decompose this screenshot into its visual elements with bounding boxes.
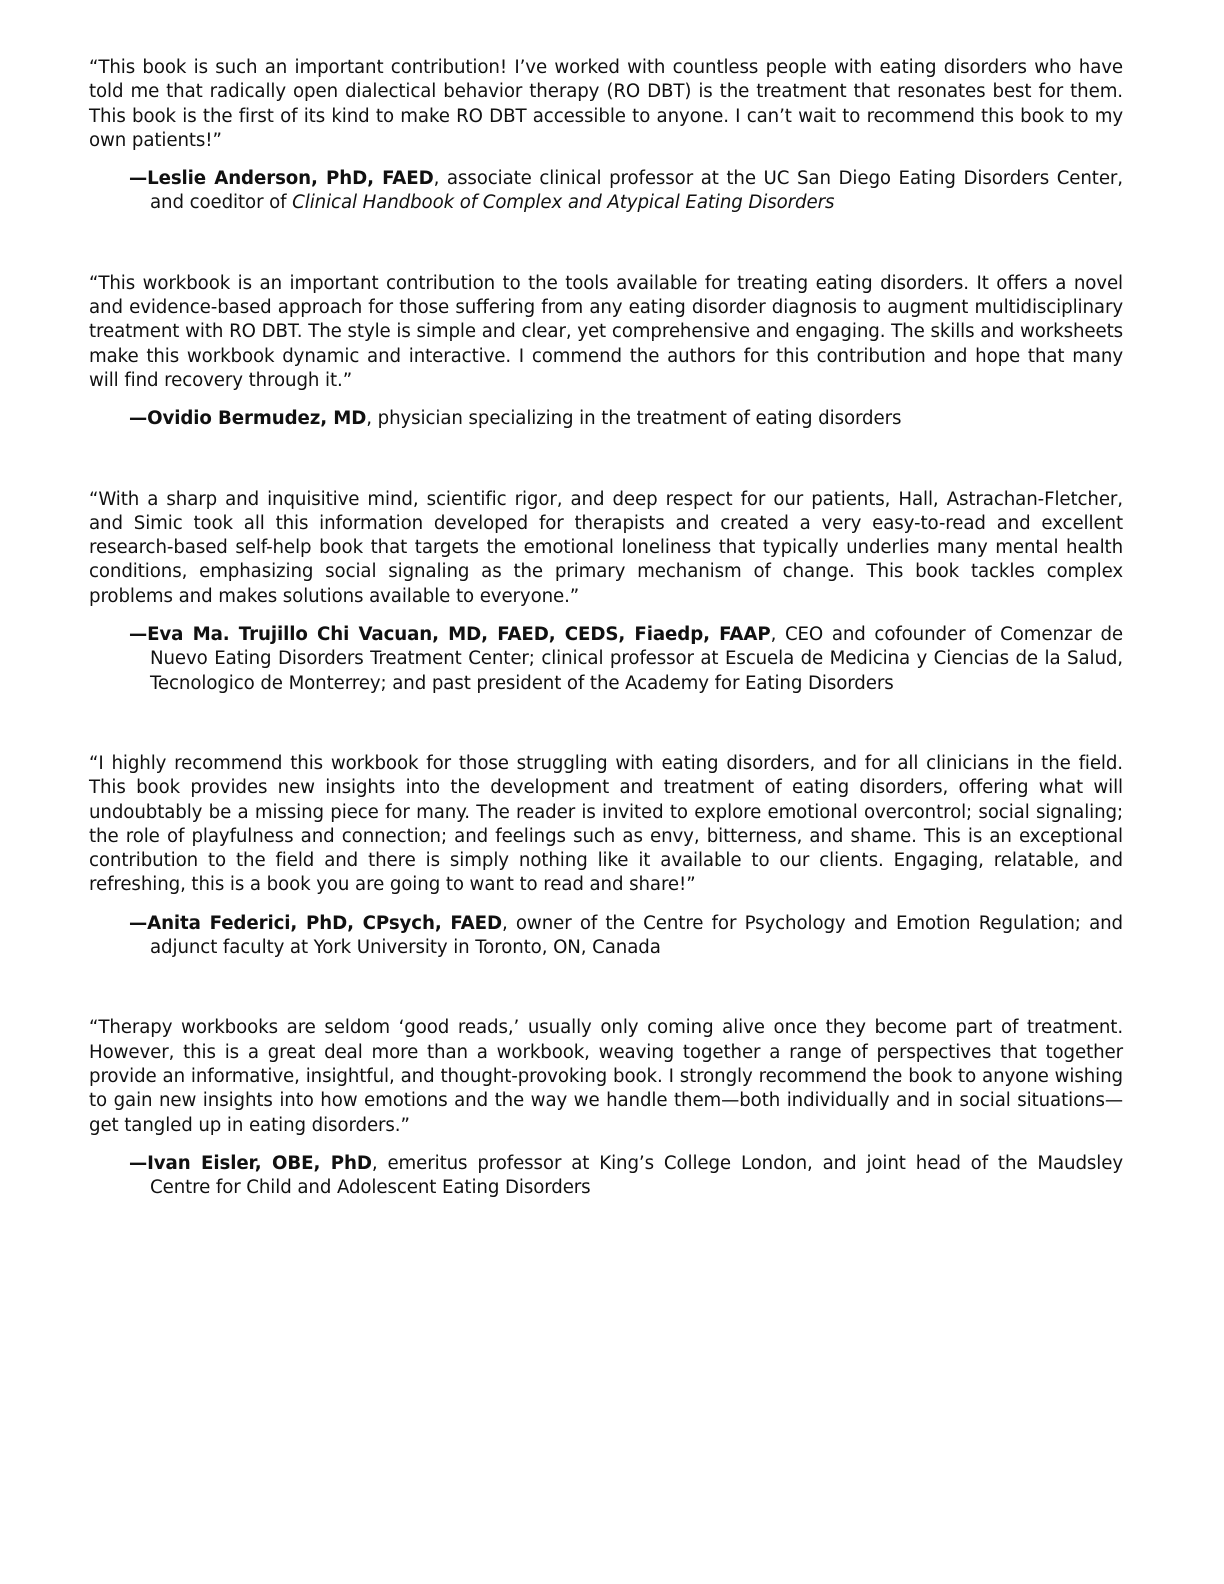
endorser-affiliation: , emeritus professor at King’s College London, and joint head of the Maudsley Centre for Child and Adolescent Eating Disorders: [150, 1152, 1123, 1199]
testimonial: [89, 1016, 1123, 1200]
endorser-name: Ovidio Bermudez, MD: [147, 408, 367, 430]
endorser-affiliation: , CEO and cofounder of Comenzar de Nuevo Eating Disorders Treatment Center; clinical professor at Escuela de Medicina y Ciencias de la Salud, Tecnologico de Monterrey; and past president of the Academy for Eating Disorders: [150, 624, 1123, 694]
attribution-dash: —: [129, 408, 148, 430]
testimonial-attribution: [89, 623, 1123, 696]
testimonial-quote: “This book is such an important contribution! I’ve worked with countless people with eating disorders who have told me that radically open dialectical behavior therapy (RO DBT) is the treatment that resonates best for them. This book is the first of its kind to make RO DBT accessible to anyone. I can’t wait to recommend this book to my own patients!”: [89, 57, 1123, 151]
testimonial-quote: “I highly recommend this workbook for those struggling with eating disorders, and for all clinicians in the field. This book provides new insights into the development and treatment of eating disorders, offering what will undoubtably be a missing piece for many. The reader is invited to explore emotional overcontrol; social signaling; the role of playfulness and connection; and feelings such as envy, bitterness, and shame. This is an exceptional contribution to the field and there is simply nothing like it available to our clients. Engaging, relatable, and refreshing, this is a book you are going to want to read and share!”: [89, 752, 1123, 896]
endorser-name: Anita Federici, PhD, CPsych, FAED: [147, 912, 502, 934]
testimonial-attribution: [89, 407, 1123, 431]
endorser-name: Ivan Eisler, OBE, PhD: [147, 1152, 372, 1174]
testimonial-quote: “With a sharp and inquisitive mind, scientific rigor, and deep respect for our patients, Hall, Astrachan-Fletcher, and Simic took all this information developed for therapists and created a very easy-to-read and excellent research-based self-help book that targets the emotional loneliness that typically underlies many mental health conditions, emphasizing social signaling as the primary mechanism of change. This book tackles complex problems and makes solutions available to everyone.”: [89, 488, 1123, 607]
testimonial: [89, 488, 1123, 696]
attribution-dash: —: [129, 912, 148, 934]
endorser-affiliation: , physician specializing in the treatment of eating disorders: [366, 408, 902, 430]
attribution-dash: —: [129, 1152, 148, 1174]
testimonial: [89, 56, 1123, 216]
endorser-affiliation: , associate clinical professor at the UC San Diego Eating Disorders Center, and coeditor of: [150, 168, 1123, 214]
praise-page: [89, 56, 1123, 1256]
testimonial-quote: “Therapy workbooks are seldom ‘good reads,’ usually only coming alive once they become part of treatment. However, this is a great deal more than a workbook, weaving together a range of perspectives that together provide an informative, insightful, and thought-provoking book. I strongly recommend the book to anyone wishing to gain new insights into how emotions and the way we handle them—both individually and in social situations—get tangled up in eating disorders.”: [89, 1017, 1123, 1136]
endorser-name: Eva Ma. Trujillo Chi Vacuan, MD, FAED, CEDS, Fiaedp, FAAP: [147, 624, 771, 646]
endorser-name: Leslie Anderson, PhD, FAED: [147, 168, 434, 190]
book-title: Clinical Handbook of Complex and Atypical Eating Disorders: [292, 192, 835, 214]
attribution-dash: —: [129, 624, 148, 646]
testimonial-quote: “This workbook is an important contribution to the tools available for treating eating disorders. It offers a novel and evidence-based approach for those suffering from any eating disorder diagnosis to augment multidisciplinary treatment with RO DBT. The style is simple and clear, yet comprehensive and engaging. The skills and worksheets make this workbook dynamic and interactive. I commend the authors for this contribution and hope that many will find recovery through it.”: [89, 272, 1123, 391]
testimonial: [89, 272, 1123, 432]
testimonial-attribution: [89, 167, 1123, 216]
testimonial-attribution: [89, 912, 1123, 961]
testimonial-attribution: [89, 1152, 1123, 1201]
testimonial: [89, 752, 1123, 960]
attribution-dash: —: [129, 168, 148, 190]
endorser-affiliation: , owner of the Centre for Psychology and Emotion Regulation; and adjunct faculty at York University in Toronto, ON, Canada: [150, 912, 1123, 959]
